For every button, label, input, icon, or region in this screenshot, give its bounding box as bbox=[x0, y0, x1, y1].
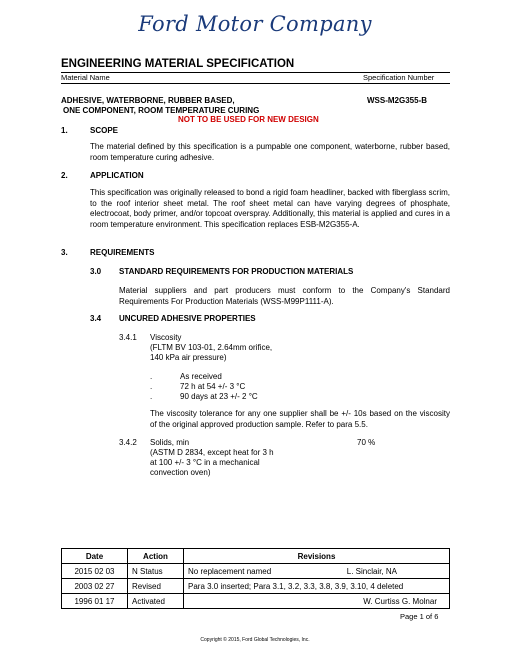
para-3-4-2-title: Solids, min bbox=[150, 438, 190, 447]
revisions-table bbox=[61, 548, 450, 609]
revision-action: Activated bbox=[128, 594, 184, 609]
list-item: . bbox=[150, 382, 153, 391]
list-item: . bbox=[150, 392, 153, 401]
revision-author: L. Sinclair, NA bbox=[346, 566, 397, 576]
section-2-number: 2. bbox=[61, 171, 68, 180]
column-header-action: Action bbox=[128, 549, 184, 564]
section-2-body: This specification was originally released to bond a rigid foam headliner, backed with fiberglass scrim, to the roof interior sheet metal. The roof sheet metal can have varying degrees of phosphate, electrocoat, body primer, and/or topcoat overspray. Additionally, this material is applied and cures in a room temperature environment. This specification replaces ESB-M2G355-A. bbox=[90, 188, 450, 229]
ford-logo: Ford Motor Company bbox=[138, 12, 372, 36]
para-3-4-1-note: The viscosity tolerance for any one supplier shall be +/- 10s based on the viscosity of the original approved production sample. Refer to para 5.5. bbox=[150, 409, 450, 429]
revision-details bbox=[184, 579, 450, 594]
section-3-number: 3. bbox=[61, 248, 68, 257]
revision-date: 2015 02 03 bbox=[62, 564, 128, 579]
revision-action: N Status bbox=[128, 564, 184, 579]
para-3-4-1-title: Viscosity bbox=[150, 333, 182, 342]
section-2-title: APPLICATION bbox=[90, 171, 144, 180]
section-1-title: SCOPE bbox=[90, 126, 119, 135]
revision-date: 1996 01 17 bbox=[62, 594, 128, 609]
spec-number: WSS-M2G355-B bbox=[367, 96, 428, 105]
section-3-0-title: STANDARD REQUIREMENTS FOR PRODUCTION MATERIALS bbox=[119, 267, 354, 276]
section-3-0-number: 3.0 bbox=[90, 267, 102, 276]
revision-details bbox=[184, 594, 450, 609]
revision-details bbox=[184, 564, 450, 579]
table-row bbox=[62, 564, 450, 579]
material-name-line2: ONE COMPONENT, ROOM TEMPERATURE CURING bbox=[63, 106, 260, 115]
document-title: ENGINEERING MATERIAL SPECIFICATION bbox=[61, 58, 295, 70]
revision-description: No replacement named bbox=[188, 566, 272, 576]
para-3-4-2-method-line1: (ASTM D 2834, except heat for 3 h bbox=[150, 448, 274, 457]
warning-not-for-new-design: NOT TO BE USED FOR NEW DESIGN bbox=[178, 115, 319, 124]
para-3-4-2-value: 70 % bbox=[357, 438, 376, 447]
section-3-title: REQUIREMENTS bbox=[90, 248, 155, 257]
para-3-4-1-method-line1: (FLTM BV 103-01, 2.64mm orifice, bbox=[150, 343, 273, 352]
section-3-0-body: Material suppliers and part producers must conform to the Company's Standard Requirements For Production Materials (WSS-M99P1111-A). bbox=[119, 286, 450, 306]
column-header-date: Date bbox=[62, 549, 128, 564]
list-item: As received bbox=[180, 372, 222, 381]
para-3-4-2-method-line3: convection oven) bbox=[150, 468, 211, 477]
column-header-revisions: Revisions bbox=[184, 549, 450, 564]
section-1-body: The material defined by this specification is a pumpable one component, waterborne, rubber based, room temperature curing adhesive. bbox=[90, 142, 450, 162]
spec-number-label: Specification Number bbox=[363, 73, 435, 82]
para-3-4-2-number: 3.4.2 bbox=[119, 438, 137, 447]
material-name-line1: ADHESIVE, WATERBORNE, RUBBER BASED, bbox=[61, 96, 235, 105]
table-header-row bbox=[62, 549, 450, 564]
label-rule bbox=[61, 83, 450, 84]
para-3-4-1-method-line2: 140 kPa air pressure) bbox=[150, 353, 227, 362]
revision-author: W. Curtiss G. Molnar bbox=[363, 596, 437, 606]
list-item: 72 h at 54 +/- 3 °C bbox=[180, 382, 246, 391]
list-item: 90 days at 23 +/- 2 °C bbox=[180, 392, 258, 401]
section-3-4-title: UNCURED ADHESIVE PROPERTIES bbox=[119, 314, 256, 323]
revision-description: Para 3.0 inserted; Para 3.1, 3.2, 3.3, 3.8, 3.9, 3.10, 4 deleted bbox=[188, 581, 404, 591]
para-3-4-1-number: 3.4.1 bbox=[119, 333, 137, 342]
section-3-4-number: 3.4 bbox=[90, 314, 102, 323]
section-1-number: 1. bbox=[61, 126, 68, 135]
para-3-4-2-method-line2: at 100 +/- 3 °C in a mechanical bbox=[150, 458, 260, 467]
list-item: . bbox=[150, 372, 153, 381]
revision-action: Revised bbox=[128, 579, 184, 594]
copyright-notice: Copyright © 2015, Ford Global Technologies, Inc. bbox=[200, 637, 310, 643]
table-row bbox=[62, 594, 450, 609]
material-name-label: Material Name bbox=[61, 73, 110, 82]
page-number: Page 1 of 6 bbox=[400, 612, 439, 621]
table-row bbox=[62, 579, 450, 594]
revision-date: 2003 02 27 bbox=[62, 579, 128, 594]
